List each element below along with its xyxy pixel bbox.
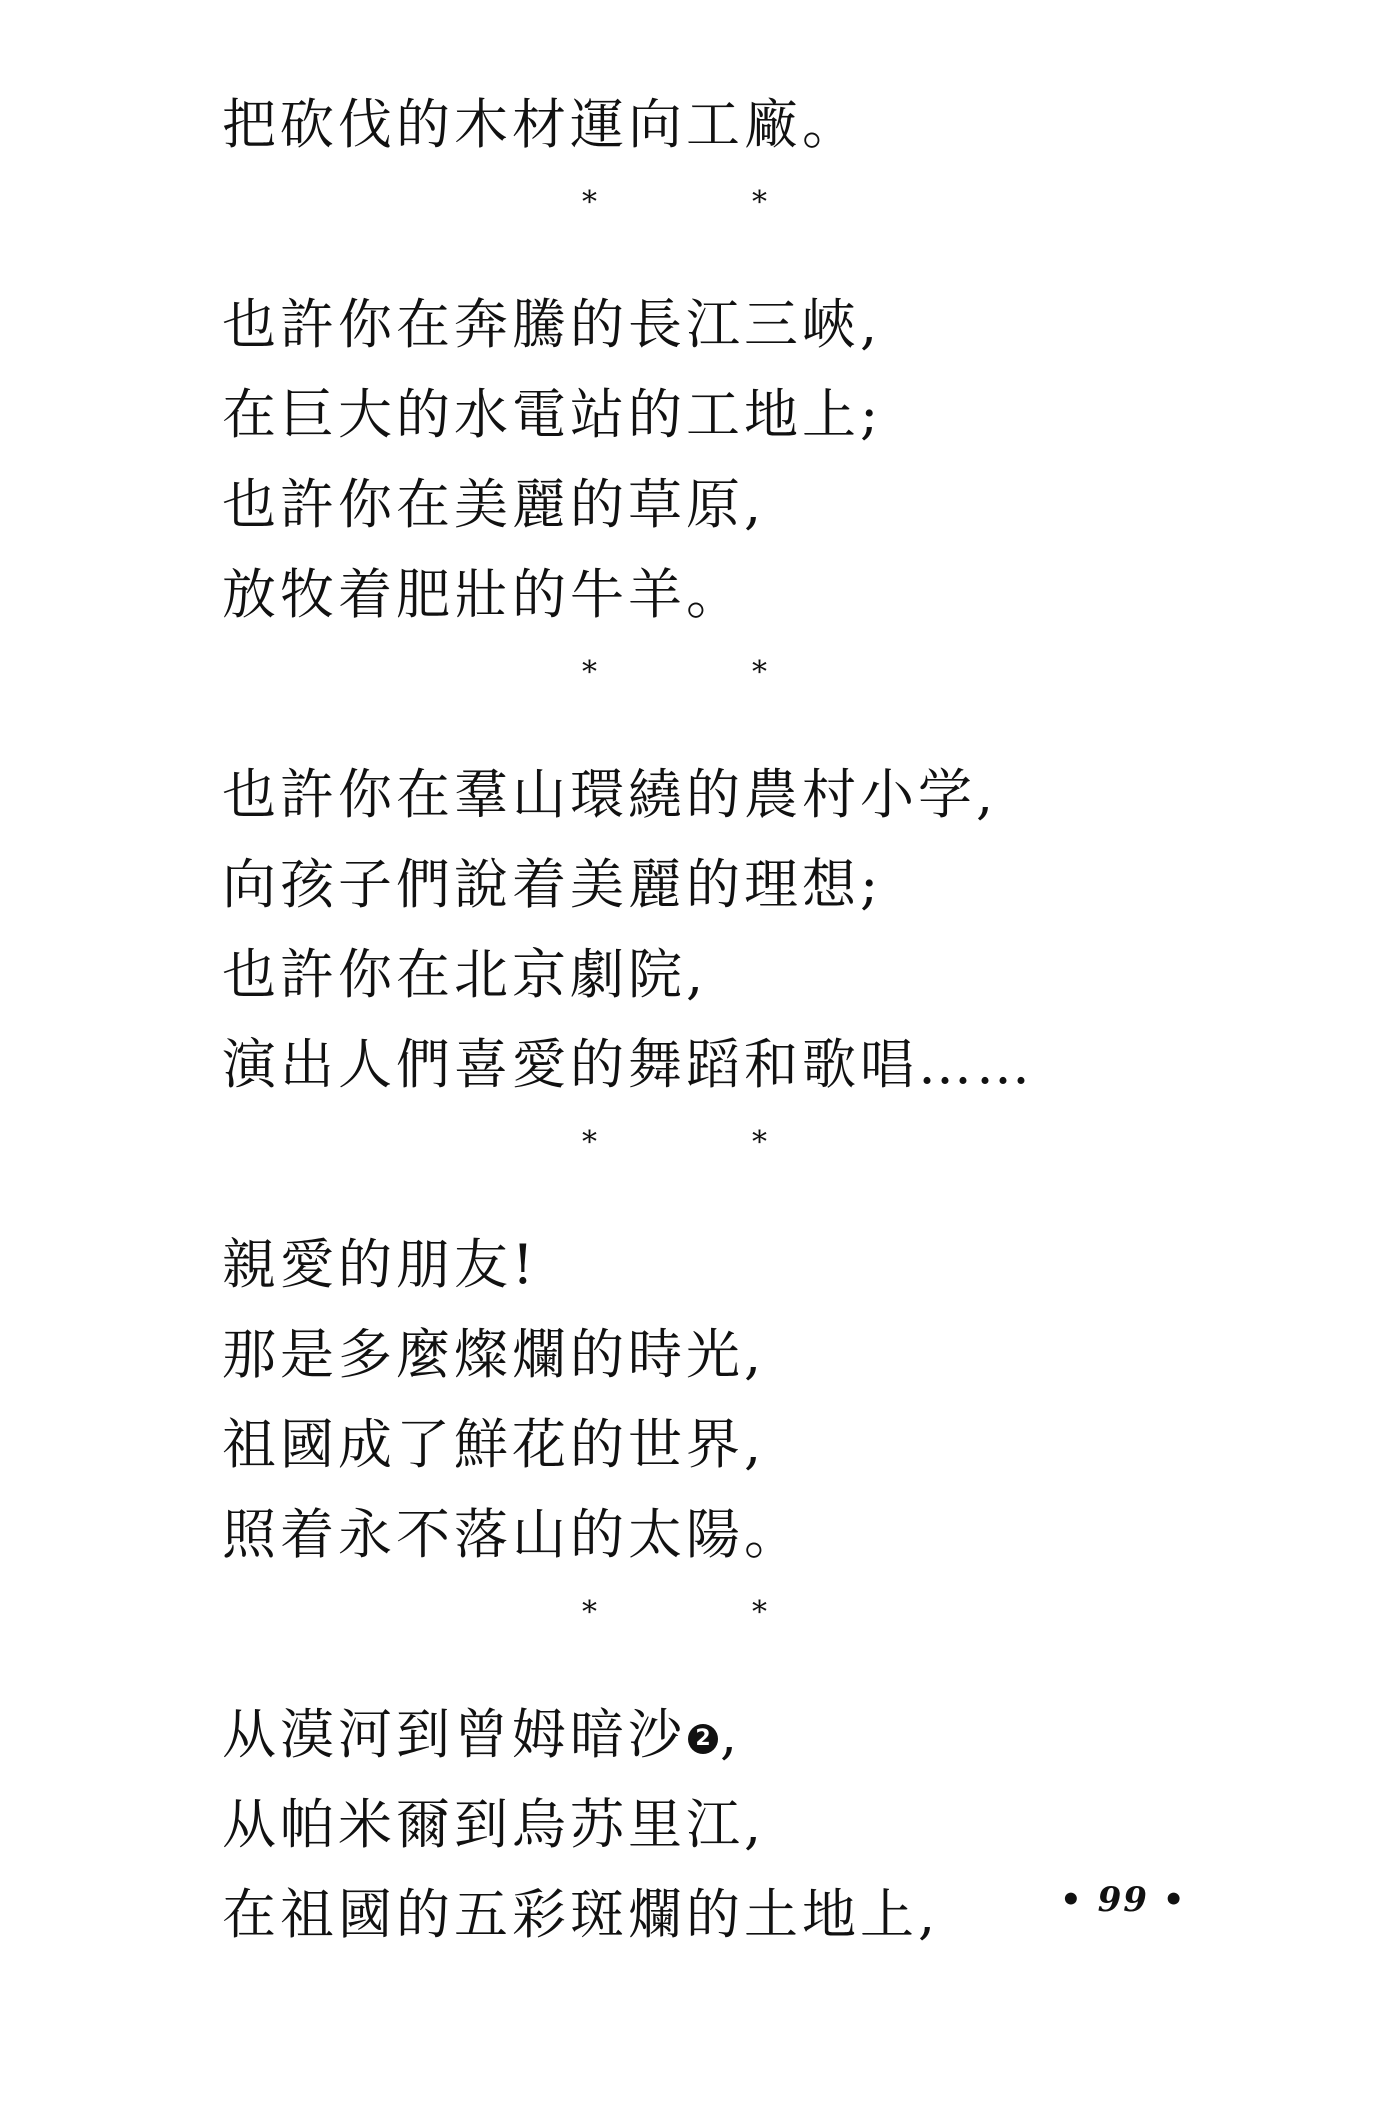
poem-line	[222, 1690, 1222, 1780]
poem-line: 从帕米爾到烏苏里江,	[222, 1793, 766, 1856]
poem-line: 把砍伐的木材運向工廠。	[222, 93, 860, 156]
poem-text	[222, 80, 1222, 1960]
poem-line: 也許你在奔騰的長江三峽,	[222, 293, 882, 356]
poem-line: 演出人們喜愛的舞蹈和歌唱……	[222, 1033, 1034, 1096]
poem-line: 也許你在羣山環繞的農村小学,	[222, 763, 998, 826]
asterisk: *	[752, 1125, 767, 1160]
page-number: • 99 •	[1060, 1880, 1187, 1920]
poem-line: 在祖國的五彩斑爛的土地上,	[222, 1883, 940, 1946]
footnote-marker[interactable]: 2	[688, 1724, 718, 1754]
poem-line: 親愛的朋友!	[222, 1233, 538, 1296]
poem-line: 放牧着肥壯的牛羊。	[222, 563, 744, 626]
stanza-separator	[222, 1110, 1222, 1220]
asterisk: *	[582, 655, 597, 690]
poem-line: 在巨大的水電站的工地上;	[222, 383, 883, 446]
poem-line: 也許你在美麗的草原,	[222, 473, 766, 536]
poem-line: 祖國成了鮮花的世界,	[222, 1413, 766, 1476]
poem-line-text: 从漠河到曾姆暗沙	[222, 1703, 686, 1766]
asterisk: *	[582, 1125, 597, 1160]
asterisk: *	[752, 655, 767, 690]
poem-line-punctuation: ,	[720, 1703, 742, 1766]
asterisk: *	[752, 185, 767, 220]
poem-line: 也許你在北京劇院,	[222, 943, 708, 1006]
stanza-separator	[222, 170, 1222, 280]
asterisk: *	[752, 1595, 767, 1630]
poem-line: 那是多麼燦爛的時光,	[222, 1323, 766, 1386]
poem-line: 照着永不落山的太陽。	[222, 1503, 802, 1566]
stanza-separator	[222, 640, 1222, 750]
stanza-separator	[222, 1580, 1222, 1690]
asterisk: *	[582, 1595, 597, 1630]
poem-line: 向孩子們說着美麗的理想;	[222, 853, 883, 916]
asterisk: *	[582, 185, 597, 220]
